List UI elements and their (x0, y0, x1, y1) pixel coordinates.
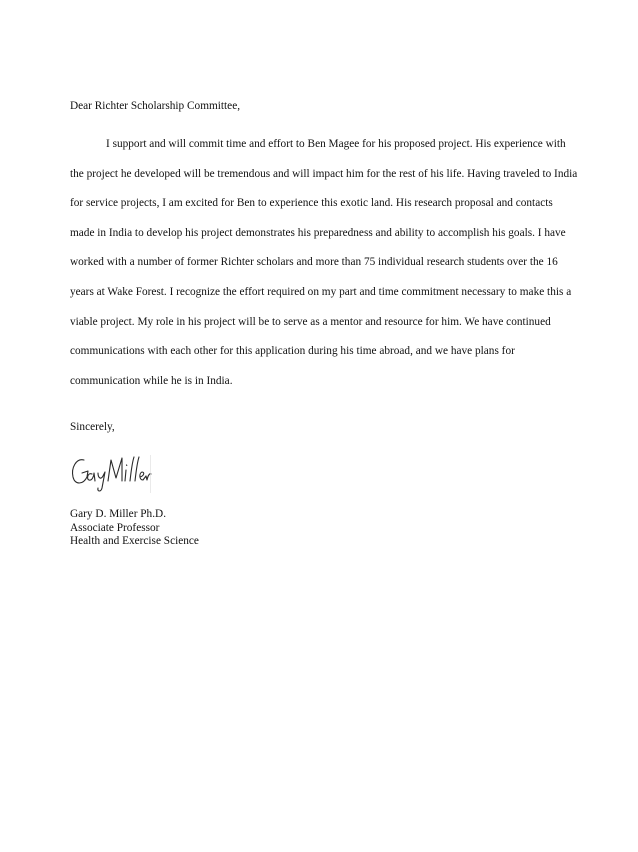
handwritten-signature (70, 452, 152, 496)
letter (70, 97, 580, 549)
salutation: Dear Richter Scholarship Committee, (70, 100, 241, 112)
letter-body: I support and will commit time and effort to Ben Magee for his proposed project. His experience with the project he developed will be tremendous and will impact him for the rest of his life. Having traveled to India for service projects, I am excited for Ben to experience this exotic land. His research proposal and contacts made in India to develop his project demonstrates his preparedness and ability to accomplish his goals. I have worked with a number of former Richter scholars and more than 75 individual research students over the 16 years at Wake Forest. I recognize the effort required on my part and time commitment necessary to make this a viable project. My role in his project will be to serve as a mentor and resource for him. We have continued communications with each other for this application during his time abroad, and we have plans for communication while he is in India. (70, 138, 578, 387)
closing: Sincerely, (70, 421, 115, 434)
signer-department: Health and Exercise Science (70, 535, 199, 548)
signature-block (70, 508, 580, 549)
signer-title: Associate Professor (70, 521, 160, 534)
signer-name: Gary D. Miller Ph.D. (70, 508, 167, 521)
